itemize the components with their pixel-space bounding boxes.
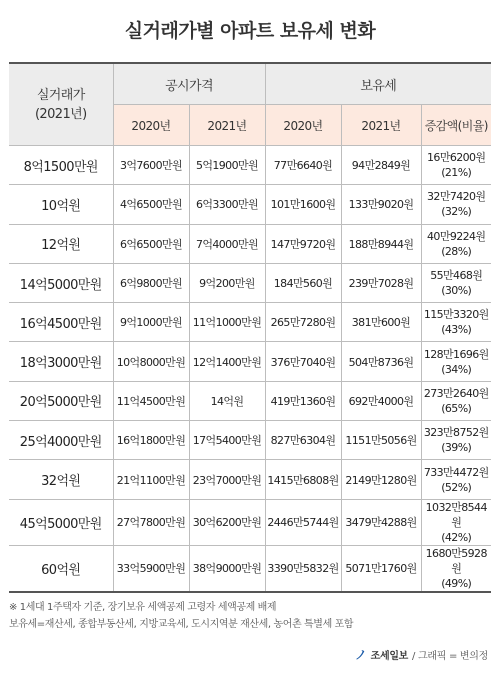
official-price-2020-cell: 21억1100만원 — [113, 460, 189, 499]
official-price-2020-cell: 4억6500만원 — [113, 185, 189, 224]
official-price-2020-cell: 9억1000만원 — [113, 303, 189, 342]
change-rate: (34%) — [441, 362, 472, 376]
change-rate: (65%) — [441, 401, 472, 415]
change-amount: 115만3320원 — [423, 308, 489, 322]
change-cell — [421, 381, 491, 420]
table-header — [9, 63, 491, 146]
holding-tax-2020-cell: 827만6304원 — [265, 421, 341, 460]
official-price-2021-cell: 30억6200만원 — [189, 499, 265, 545]
holding-tax-2020-cell: 419만1360원 — [265, 381, 341, 420]
official-price-2020-cell: 33억5900만원 — [113, 545, 189, 592]
base-price-header-line1: 실거래가 — [36, 87, 85, 103]
change-cell — [421, 499, 491, 545]
footnote-line1: ※ 1세대 1주택자 기준, 장기보유 세액공제 고령자 세액공제 배제 — [9, 602, 277, 613]
official-price-2021-cell: 11억1000만원 — [189, 303, 265, 342]
official-price-2021-cell: 17억5400만원 — [189, 421, 265, 460]
change-cell — [421, 146, 491, 185]
holding-tax-2021-cell: 381만600원 — [341, 303, 421, 342]
base-price-cell: 60억원 — [9, 545, 113, 592]
change-cell — [421, 224, 491, 263]
holding-tax-2020-cell: 1415만6808원 — [265, 460, 341, 499]
change-rate: (49%) — [441, 576, 472, 590]
table-row — [9, 421, 491, 460]
holding-tax-2021-header: 2021년 — [341, 105, 421, 146]
page-title: 실거래가별 아파트 보유세 변화 — [124, 20, 376, 42]
official-price-2020-cell: 16억1800만원 — [113, 421, 189, 460]
official-price-2020-header: 2020년 — [113, 105, 189, 146]
change-cell — [421, 545, 491, 592]
change-cell — [421, 460, 491, 499]
change-rate: (21%) — [441, 166, 472, 180]
base-price-cell: 14억5000만원 — [9, 263, 113, 302]
table-body — [9, 146, 491, 592]
official-price-2020-cell: 11억4500만원 — [113, 381, 189, 420]
graphic-credit: / 그래픽 = 변의정 — [412, 651, 488, 662]
change-rate: (30%) — [441, 284, 472, 298]
change-cell — [421, 342, 491, 381]
table-row — [9, 146, 491, 185]
official-price-2021-cell: 5억1900만원 — [189, 146, 265, 185]
official-price-2020-cell: 10억8000만원 — [113, 342, 189, 381]
base-price-header — [9, 63, 113, 146]
official-price-header: 공시가격 — [113, 63, 265, 105]
holding-tax-2020-cell: 77만6640원 — [265, 146, 341, 185]
base-price-cell: 25억4000만원 — [9, 421, 113, 460]
official-price-2021-cell: 9억200만원 — [189, 263, 265, 302]
holding-tax-2021-cell: 188만8944원 — [341, 224, 421, 263]
holding-tax-2020-header: 2020년 — [265, 105, 341, 146]
holding-tax-2021-cell: 94만2849원 — [341, 146, 421, 185]
change-rate: (28%) — [441, 244, 472, 258]
table-row — [9, 499, 491, 545]
base-price-header-line2: (2021년) — [34, 106, 87, 122]
table-row — [9, 185, 491, 224]
holding-tax-2020-cell: 2446만5744원 — [265, 499, 341, 545]
official-price-2021-cell: 38억9000만원 — [189, 545, 265, 592]
holding-tax-2021-cell: 504만8736원 — [341, 342, 421, 381]
holding-tax-header: 보유세 — [265, 63, 491, 105]
base-price-cell: 10억원 — [9, 185, 113, 224]
change-header: 증감액(비율) — [421, 105, 491, 146]
change-amount: 1032만8544원 — [425, 500, 487, 529]
official-price-2021-cell: 14억원 — [189, 381, 265, 420]
base-price-cell: 45억5000만원 — [9, 499, 113, 545]
brand-name: 조세일보 — [370, 651, 409, 662]
base-price-cell: 12억원 — [9, 224, 113, 263]
change-amount: 128만1696원 — [423, 347, 489, 361]
holding-tax-2021-cell: 3479만4288원 — [341, 499, 421, 545]
change-rate: (42%) — [441, 530, 472, 544]
footnote — [9, 599, 353, 633]
leaf-mark-icon: ノ — [354, 648, 367, 662]
official-price-2021-cell: 6억3300만원 — [189, 185, 265, 224]
footnote-line2: 보유세=재산세, 종합부동산세, 지방교육세, 도시지역분 재산세, 농어촌 특별세 포함 — [9, 619, 354, 630]
change-rate: (32%) — [441, 205, 472, 219]
change-cell — [421, 185, 491, 224]
official-price-2021-cell: 23억7000만원 — [189, 460, 265, 499]
holding-tax-2021-cell: 692만4000원 — [341, 381, 421, 420]
official-price-2021-cell: 7억4000만원 — [189, 224, 265, 263]
table-row — [9, 545, 491, 592]
change-amount: 1680만5928원 — [425, 546, 487, 575]
change-amount: 733만4472원 — [423, 465, 489, 479]
change-amount: 40만9224원 — [427, 229, 486, 243]
change-cell — [421, 303, 491, 342]
table-row — [9, 342, 491, 381]
table-row — [9, 460, 491, 499]
change-cell — [421, 263, 491, 302]
table-row — [9, 224, 491, 263]
change-rate: (43%) — [441, 323, 472, 337]
holding-tax-2020-cell: 3390만5832원 — [265, 545, 341, 592]
official-price-2021-cell: 12억1400만원 — [189, 342, 265, 381]
change-rate: (52%) — [441, 480, 472, 494]
holding-tax-2020-cell: 101만1600원 — [265, 185, 341, 224]
base-price-cell: 20억5000만원 — [9, 381, 113, 420]
official-price-2020-cell: 27억7800만원 — [113, 499, 189, 545]
base-price-cell: 16억4500만원 — [9, 303, 113, 342]
holding-tax-2021-cell: 239만7028원 — [341, 263, 421, 302]
holding-tax-2020-cell: 147만9720원 — [265, 224, 341, 263]
base-price-cell: 8억1500만원 — [9, 146, 113, 185]
base-price-cell: 32억원 — [9, 460, 113, 499]
base-price-cell: 18억3000만원 — [9, 342, 113, 381]
change-amount: 16만6200원 — [427, 151, 486, 165]
holding-tax-2021-cell: 133만9020원 — [341, 185, 421, 224]
change-amount: 273만2640원 — [423, 386, 489, 400]
change-amount: 55만468원 — [430, 269, 483, 283]
change-cell — [421, 421, 491, 460]
official-price-2020-cell: 6억9800만원 — [113, 263, 189, 302]
holding-tax-2020-cell: 376만7040원 — [265, 342, 341, 381]
holding-tax-2021-cell: 1151만5056원 — [341, 421, 421, 460]
holding-tax-2021-cell: 5071만1760원 — [341, 545, 421, 592]
change-amount: 323만8752원 — [423, 426, 489, 440]
holding-tax-2020-cell: 265만7280원 — [265, 303, 341, 342]
holding-tax-table — [9, 62, 491, 593]
official-price-2020-cell: 3억7600만원 — [113, 146, 189, 185]
holding-tax-2021-cell: 2149만1280원 — [341, 460, 421, 499]
official-price-2020-cell: 6억6500만원 — [113, 224, 189, 263]
table-row — [9, 303, 491, 342]
table-row — [9, 263, 491, 302]
official-price-2021-header: 2021년 — [189, 105, 265, 146]
change-rate: (39%) — [441, 441, 472, 455]
table-row — [9, 381, 491, 420]
credit — [355, 646, 488, 663]
holding-tax-2020-cell: 184만560원 — [265, 263, 341, 302]
change-amount: 32만7420원 — [427, 190, 486, 204]
